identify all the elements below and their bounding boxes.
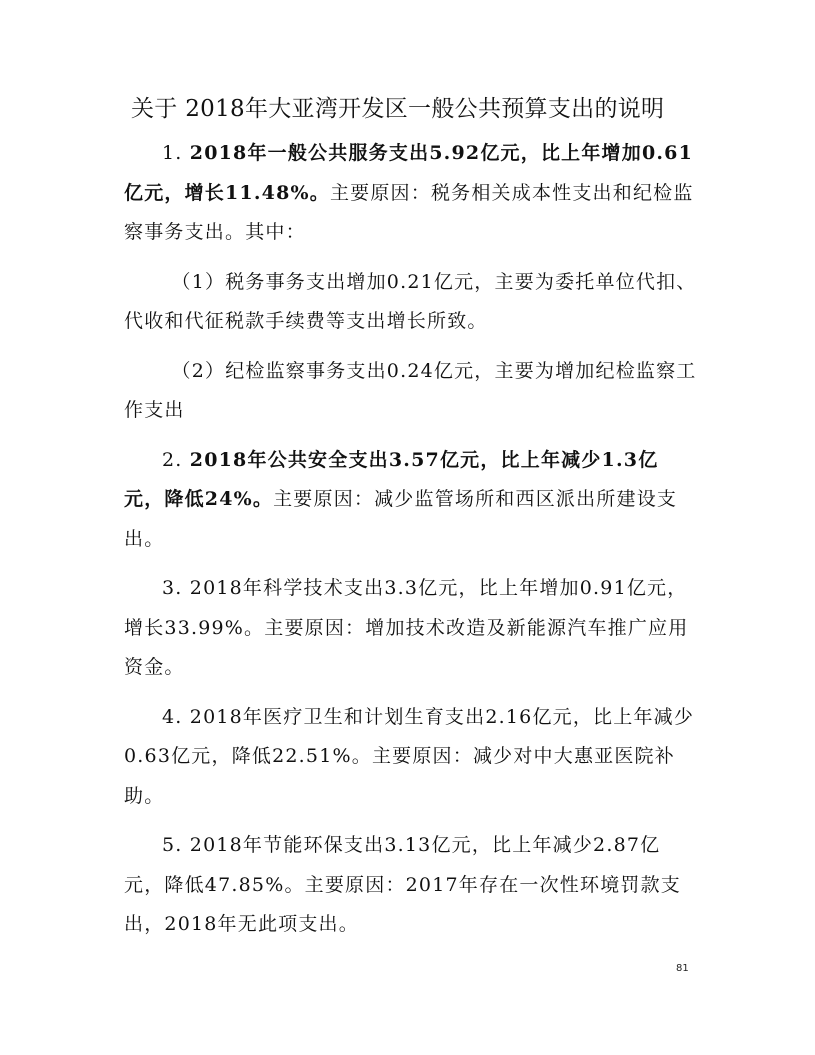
item-5-text: 2018年节能环保支出3.13亿元，比上年减少2.87亿元，降低47.85%。主要原因：2017年存在一次性环境罚款支出，2018年无此项支出。	[124, 834, 682, 935]
item-2	[124, 441, 698, 560]
item-1-number: 1.	[162, 142, 190, 164]
document-title: 关于 2018年大亚湾开发区一般公共预算支出的说明	[131, 96, 665, 122]
item-1-sub-1	[124, 263, 698, 342]
item-3-text: 2018年科学技术支出3.3亿元，比上年增加0.91亿元，增长33.99%。主要原因：增加技术改造及新能源汽车推广应用资金。	[124, 577, 689, 678]
item-1-sub-2	[124, 352, 698, 431]
document-body	[124, 134, 698, 955]
item-3	[124, 569, 698, 688]
item-1-sub-2-text: 纪检监察事务支出0.24亿元，主要为增加纪检监察工作支出	[124, 359, 697, 421]
item-2-number: 2.	[162, 448, 190, 471]
item-1-sub-1-number: （1）	[171, 270, 226, 293]
item-4-text: 2018年医疗卫生和计划生育支出2.16亿元，比上年减少0.63亿元，降低22.51%。主要原因：减少对中大惠亚医院补助。	[124, 705, 695, 807]
item-4	[124, 698, 698, 817]
page-number: 81	[676, 963, 689, 974]
item-4-number: 4.	[162, 705, 190, 728]
item-3-number: 3.	[162, 577, 190, 599]
item-5	[124, 826, 698, 945]
item-2-detail: 主要原因：减少监管场所和西区派出所建设支出。	[124, 488, 678, 550]
item-1	[124, 134, 698, 253]
item-2-summary: 2018年公共安全支出3.57亿元，比上年减少1.3亿元，降低24%。	[124, 448, 659, 510]
item-1-detail: 主要原因：税务相关成本性支出和纪检监察事务支出。其中：	[124, 181, 694, 243]
item-1-sub-1-text: 税务事务支出增加0.21亿元，主要为委托单位代扣、代收和代征税款手续费等支出增长所致。	[124, 270, 697, 332]
item-1-summary: 2018年一般公共服务支出5.92亿元，比上年增加0.61亿元，增长11.48%。	[124, 142, 694, 204]
item-1-sub-2-number: （2）	[171, 359, 226, 382]
item-5-number: 5.	[162, 834, 190, 856]
